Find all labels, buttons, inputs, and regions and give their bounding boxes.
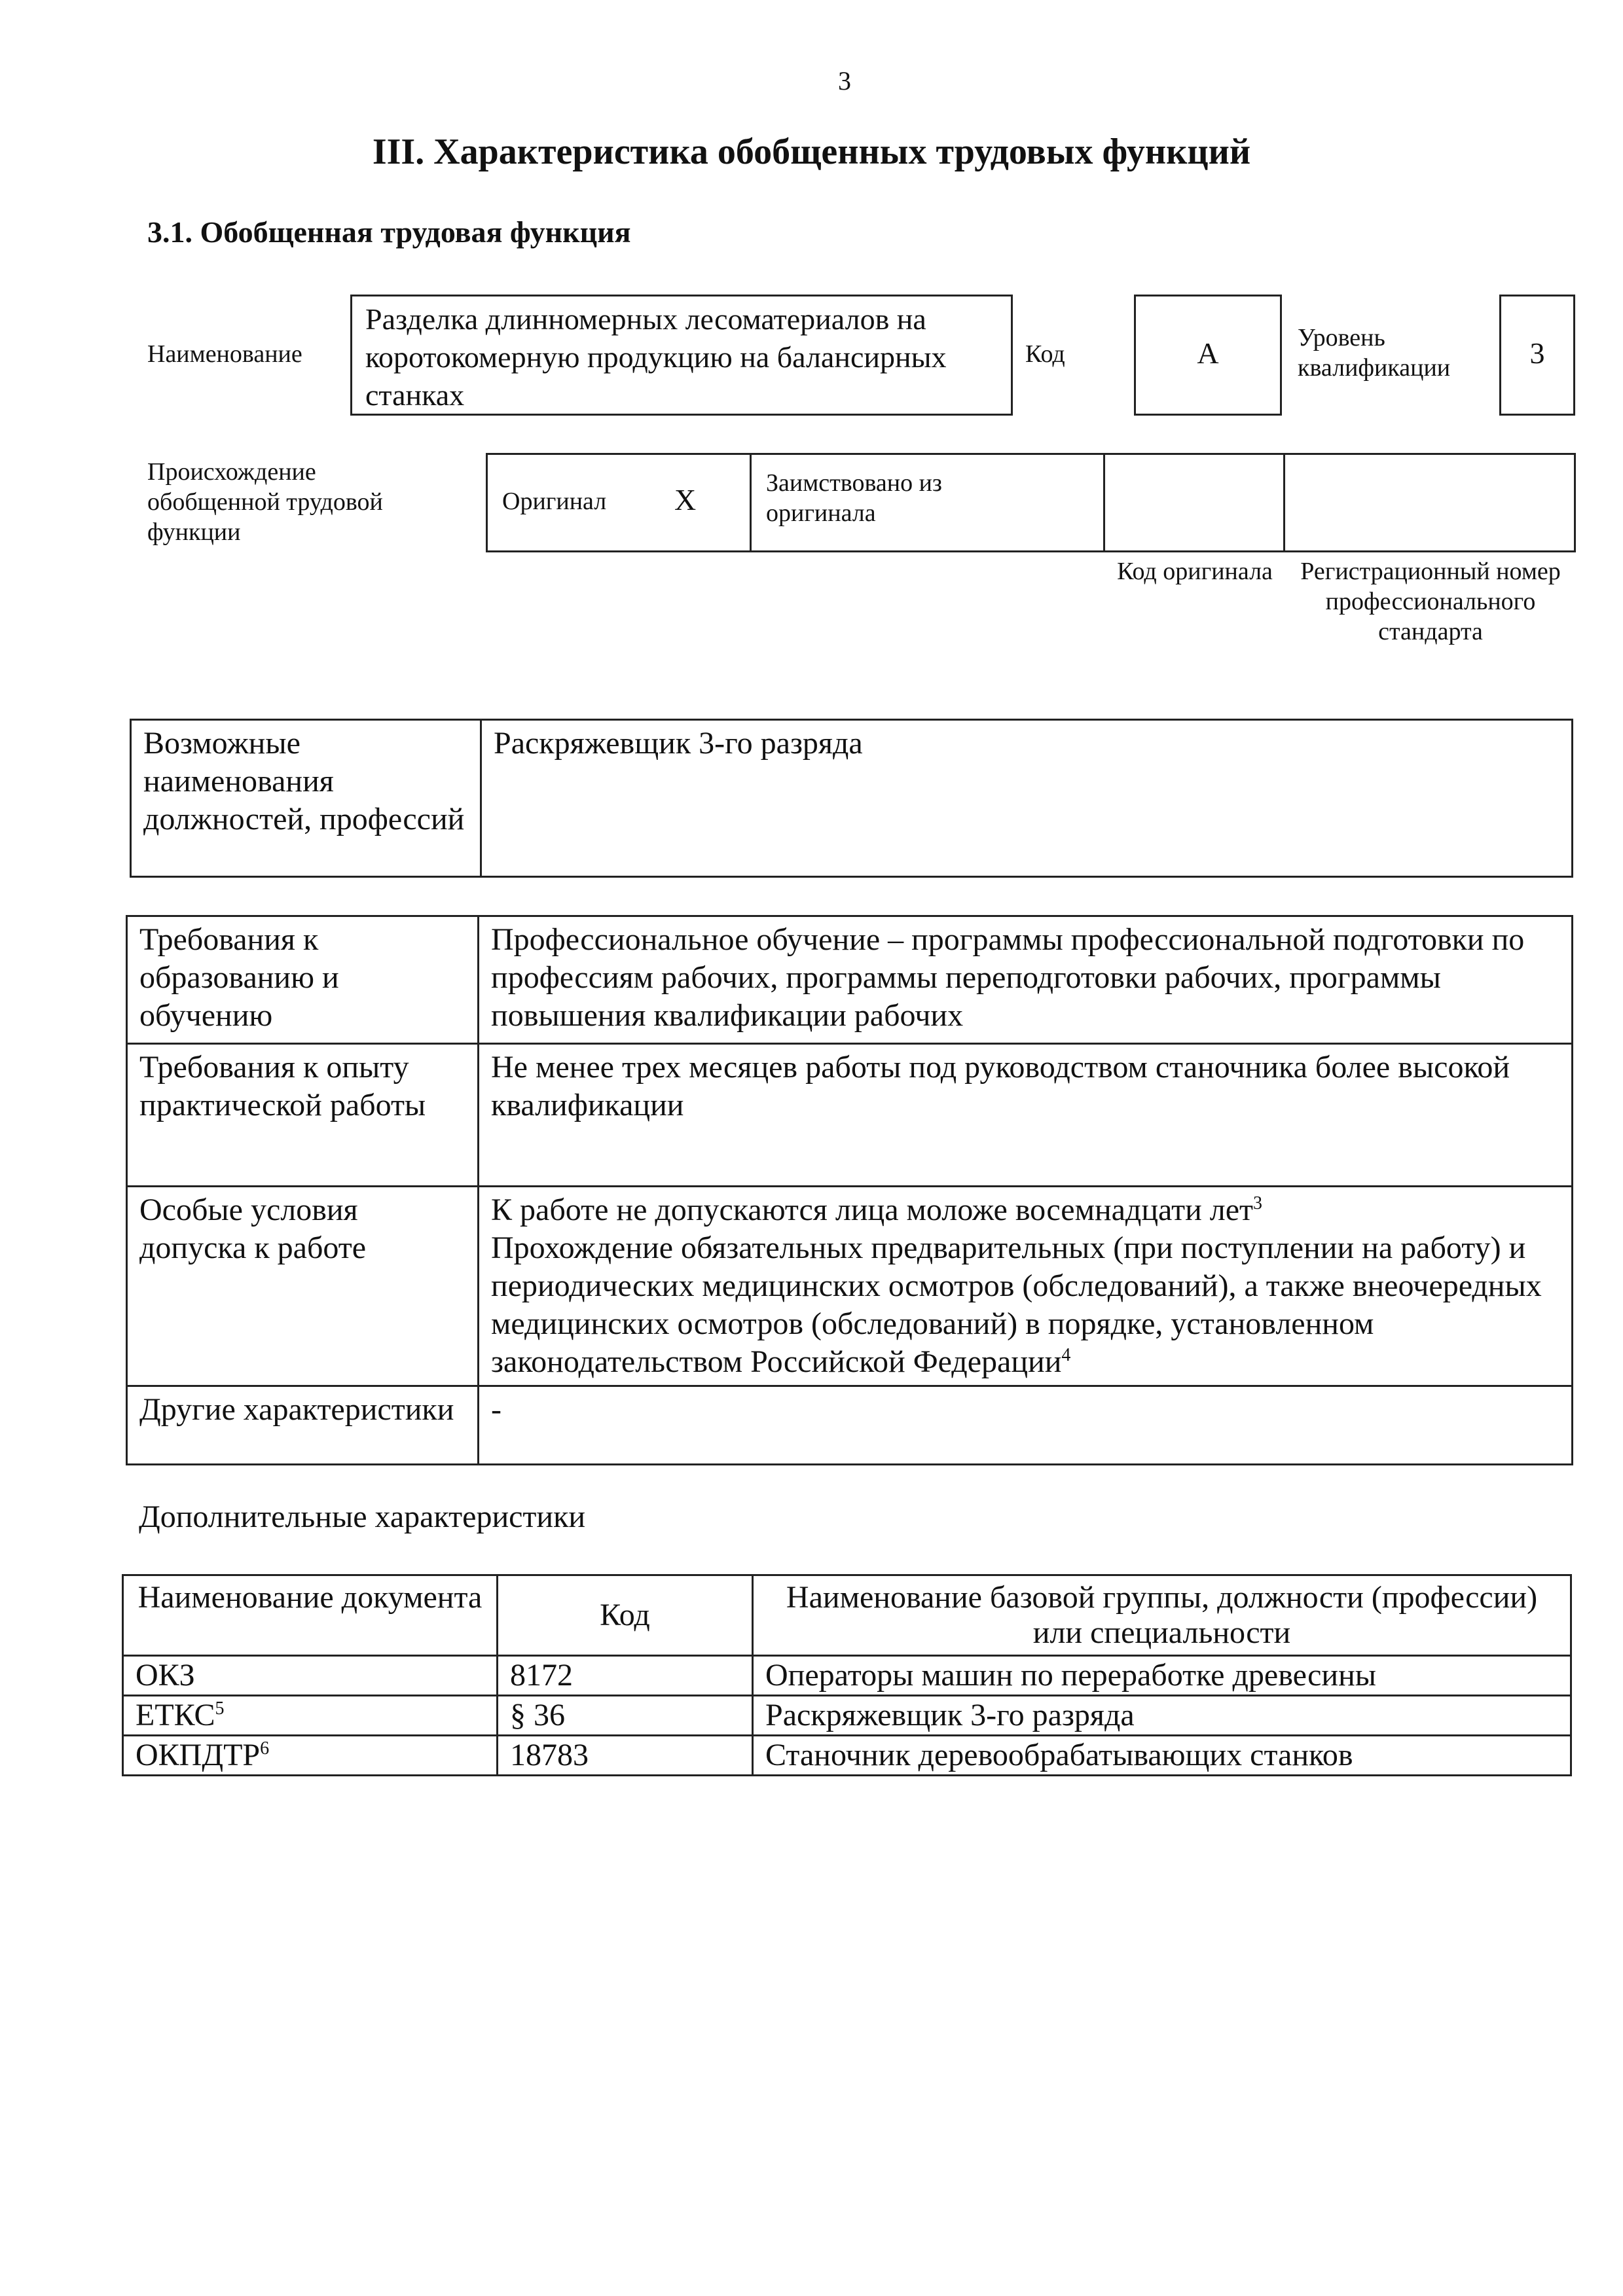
footnote-3: 3 <box>1253 1193 1262 1213</box>
requirement-row <box>127 1386 1573 1465</box>
row-doc <box>123 1696 498 1736</box>
origin-table <box>486 453 1576 552</box>
row-doc-text: ОКЗ <box>136 1658 195 1693</box>
header-code: Код <box>498 1575 753 1656</box>
row-code: 18783 <box>498 1736 753 1776</box>
requirement-row <box>127 916 1573 1044</box>
conditions-text-1: К работе не допускаются лица моложе восемнадцати лет <box>491 1193 1253 1227</box>
experience-value: Не менее трех месяцев работы под руководством станочника более высокой квалификации <box>479 1044 1573 1187</box>
other-label: Другие характеристики <box>127 1386 479 1465</box>
origin-label: Происхождение обобщенной трудовой функции <box>147 458 383 546</box>
table-row <box>123 1736 1571 1776</box>
conditions-label: Особые условия допуска к работе <box>127 1187 479 1386</box>
positions-label: Возможные наименования должностей, профессий <box>131 720 481 877</box>
original-mark: Х <box>674 483 697 516</box>
code-box <box>1134 295 1282 416</box>
level-label: Уровень квалификации <box>1298 324 1451 382</box>
table-row <box>123 1656 1571 1696</box>
row-doc <box>123 1736 498 1776</box>
additional-title: Дополнительные характеристики <box>139 1499 586 1534</box>
code-value: А <box>1197 336 1219 370</box>
row-doc-footnote: 6 <box>260 1738 270 1759</box>
table-row <box>123 1696 1571 1736</box>
code-original-caption: Код оригинала <box>1117 558 1273 585</box>
row-doc-text: ОКПДТР <box>136 1738 261 1772</box>
row-code: 8172 <box>498 1656 753 1696</box>
positions-table <box>130 719 1573 878</box>
origin-divider-3 <box>1283 455 1285 550</box>
row-name: Раскряжевщик 3-го разряда <box>753 1696 1571 1736</box>
origin-divider-1 <box>750 455 752 550</box>
origin-divider-2 <box>1103 455 1105 550</box>
footnote-4: 4 <box>1061 1345 1071 1365</box>
code-label: Код <box>1025 340 1065 368</box>
additional-table <box>122 1574 1572 1776</box>
education-value: Профессиональное обучение – программы профессиональной подготовки по профессиям рабочих, программы переподготовки рабочих, программы повышения квалификации рабочих <box>479 916 1573 1044</box>
page-number: 3 <box>838 66 851 96</box>
requirements-table <box>126 915 1573 1465</box>
experience-label: Требования к опыту практической работы <box>127 1044 479 1187</box>
conditions-value <box>479 1187 1573 1386</box>
positions-row <box>131 720 1573 877</box>
function-name-box <box>350 295 1013 416</box>
level-value: 3 <box>1529 336 1545 370</box>
row-doc-text: ЕТКС <box>136 1698 215 1732</box>
row-code: § 36 <box>498 1696 753 1736</box>
row-name: Станочник деревообрабатывающих станков <box>753 1736 1571 1776</box>
positions-value: Раскряжевщик 3-го разряда <box>481 720 1573 877</box>
row-doc-footnote: 5 <box>215 1698 225 1719</box>
borrowed-label: Заимствовано из оригинала <box>766 469 942 527</box>
level-box <box>1499 295 1575 416</box>
function-name-value: Разделка длинномерных лесоматериалов на коротокомерную продукцию на балансирных станках <box>365 302 947 412</box>
requirement-row <box>127 1044 1573 1187</box>
other-value: - <box>479 1386 1573 1465</box>
subsection-title: 3.1. Обобщенная трудовая функция <box>147 215 631 249</box>
reg-number-caption: Регистрационный номер профессионального стандарта <box>1300 558 1561 645</box>
section-title: III. Характеристика обобщенных трудовых функций <box>372 132 1251 172</box>
conditions-text-2: Прохождение обязательных предварительных (при поступлении на работу) и периодических медицинских осмотров (обследований), а также внеочередных медицинских осмотров (обследований) в порядке, установленном законодательством Российской Федерации <box>491 1230 1542 1379</box>
header-doc: Наименование документа <box>123 1575 498 1656</box>
name-label: Наименование <box>147 340 302 368</box>
header-name: Наименование базовой группы, должности (профессии) или специальности <box>753 1575 1571 1656</box>
requirement-row <box>127 1187 1573 1386</box>
additional-header-row <box>123 1575 1571 1656</box>
row-name: Операторы машин по переработке древесины <box>753 1656 1571 1696</box>
education-label: Требования к образованию и обучению <box>127 916 479 1044</box>
row-doc <box>123 1656 498 1696</box>
original-label: Оригинал <box>502 488 607 515</box>
